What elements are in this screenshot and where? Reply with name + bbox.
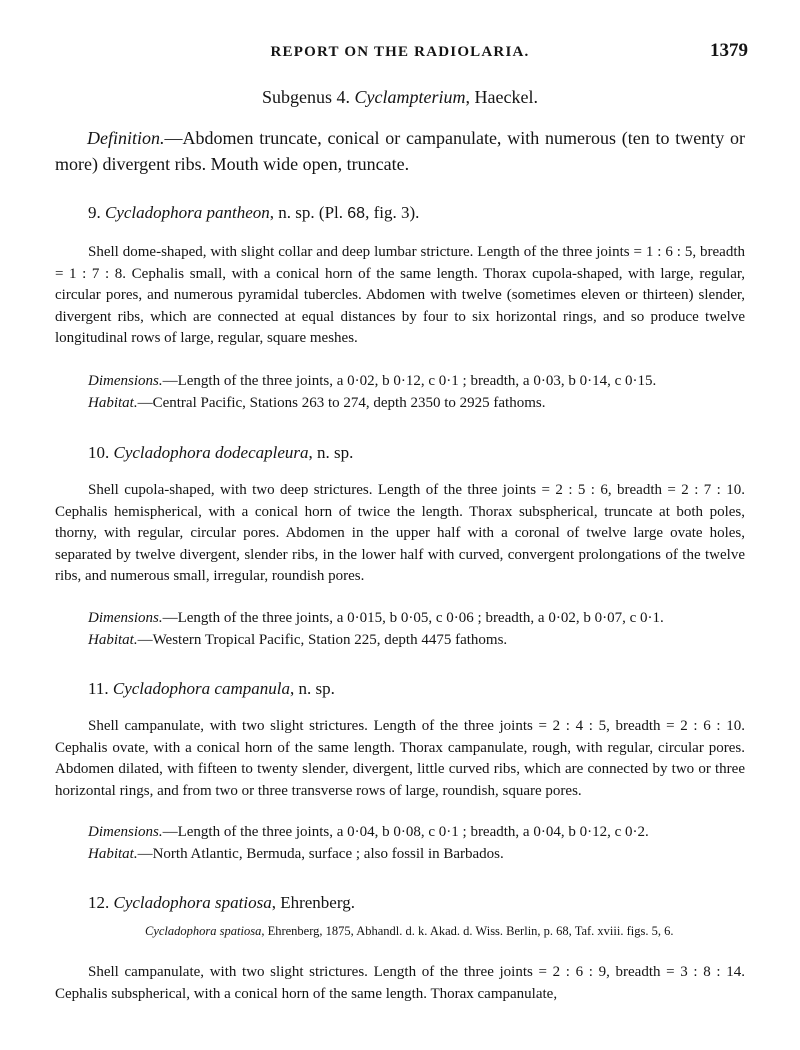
- habitat-label: Habitat.: [88, 395, 138, 411]
- dimensions-text: —Length of the three joints, a 0·015, b 0·05, c 0·06 ; breadth, a 0·02, b 0·07, c 0·1.: [162, 610, 664, 626]
- dimensions-10: [88, 608, 748, 629]
- species-name: Cycladophora pantheon: [105, 203, 270, 222]
- page-header: [0, 40, 800, 66]
- species-description-12: Shell campanulate, with two slight strictures. Length of the three joints = 2 : 6 : 9, breadth = 3 : 8 : 14. Cephalis subspherical, with a conical horn of the same length. Thorax campanulate,: [55, 964, 745, 1002]
- species-heading-9: [88, 203, 419, 223]
- species-description-10: Shell cupola-shaped, with two deep strictures. Length of the three joints = 2 : 5 : 6, breadth = 2 : 7 : 10. Cephalis hemispherical, with a conical horn of twice the length. Thorax subspherical, truncate at both poles, thorny, with regular, circular pores. Abdomen in the upper half with a coronal of twelve large ovate holes, separated by twelve divergent, slender ribs, in the lower half with curved, convergent prolongations of the twelve ribs, and numerous small, irregular, roundish pores.: [55, 482, 745, 585]
- dimensions-9: [88, 371, 748, 392]
- species-heading-10: [88, 443, 353, 463]
- species-number: 9.: [88, 203, 105, 222]
- dimensions-label: Dimensions.: [88, 824, 163, 840]
- habitat-9: [88, 393, 748, 414]
- species-suffix: , n. sp.: [289, 679, 335, 698]
- habitat-label: Habitat.: [88, 846, 138, 862]
- definition-label: Definition.: [87, 128, 165, 148]
- habitat-text: —North Atlantic, Bermuda, surface ; also fossil in Barbados.: [137, 846, 504, 862]
- subgenus-author: , Haeckel.: [465, 87, 538, 107]
- subgenus-name: Cyclampterium: [354, 87, 466, 107]
- species-name: Cycladophora dodecapleura: [113, 443, 309, 462]
- dimensions-text: —Length of the three joints, a 0·04, b 0·08, c 0·1 ; breadth, a 0·04, b 0·12, c 0·2.: [162, 824, 649, 840]
- subgenus-heading: [0, 87, 800, 108]
- plate-number: 68: [347, 205, 366, 222]
- habitat-11: [88, 844, 748, 865]
- definition-paragraph: [55, 125, 745, 177]
- species-number: 10.: [88, 443, 114, 462]
- reference-name: Cycladophora spatiosa: [145, 924, 262, 938]
- habitat-label: Habitat.: [88, 632, 138, 648]
- species-name: Cycladophora campanula: [112, 679, 290, 698]
- page-number: 1379: [710, 40, 748, 61]
- species-heading-12: [88, 893, 355, 913]
- species-name: Cycladophora spatiosa: [113, 893, 272, 912]
- habitat-text: —Western Tropical Pacific, Station 225, depth 4475 fathoms.: [137, 632, 508, 648]
- species-number: 11.: [88, 679, 113, 698]
- species-suffix: , n. sp.: [308, 443, 354, 462]
- species-suffix: , n. sp. (Pl.: [269, 203, 348, 222]
- habitat-10: [88, 630, 748, 651]
- habitat-text: —Central Pacific, Stations 263 to 274, depth 2350 to 2925 fathoms.: [137, 395, 546, 411]
- dimensions-11: [88, 822, 748, 843]
- definition-text: —Abdomen truncate, conical or campanulate, with numerous (ten to twenty or more) divergent ribs. Mouth wide open, truncate.: [55, 128, 745, 174]
- running-head: REPORT ON THE RADIOLARIA.: [270, 44, 530, 60]
- dimensions-text: —Length of the three joints, a 0·02, b 0·12, c 0·1 ; breadth, a 0·03, b 0·14, c 0·15.: [162, 373, 657, 389]
- species-heading-11: [88, 679, 335, 699]
- species-description-9: Shell dome-shaped, with slight collar and deep lumbar stricture. Length of the three joints = 1 : 6 : 5, breadth = 1 : 7 : 8. Cephalis small, with a conical horn of the same length. Thorax cupola-shaped, with large, regular, circular pores, and numerous pyramidal tubercles. Abdomen with twelve (sometimes eleven or thirteen) slender, divergent ribs, which are connected at equal distances by four to six horizontal rings, and so produce twelve longitudinal rows of large, regular, square meshes.: [55, 244, 745, 347]
- species-suffix: , Ehrenberg.: [271, 893, 355, 912]
- species-number: 12.: [88, 893, 114, 912]
- species-description-11: Shell campanulate, with two slight strictures. Length of the three joints = 2 : 4 : 5, breadth = 2 : 6 : 10. Cephalis ovate, with a conical horn of the same length. Thorax campanulate, rough, with regular, circular pores. Abdomen dilated, with fifteen to twenty slender, divergent, little curved ribs, which are connected by two or three horizontal rings, and from two or three transverse rows of large, roundish, square pores.: [55, 718, 745, 799]
- reference-text: , Ehrenberg, 1875, Abhandl. d. k. Akad. d. Wiss. Berlin, p. 68, Taf. xviii. figs. 5, 6.: [261, 924, 674, 938]
- dimensions-label: Dimensions.: [88, 610, 163, 626]
- dimensions-label: Dimensions.: [88, 373, 163, 389]
- subgenus-prefix: Subgenus 4.: [262, 87, 355, 107]
- figure-ref: , fig. 3).: [365, 203, 420, 222]
- literature-reference: [145, 923, 779, 940]
